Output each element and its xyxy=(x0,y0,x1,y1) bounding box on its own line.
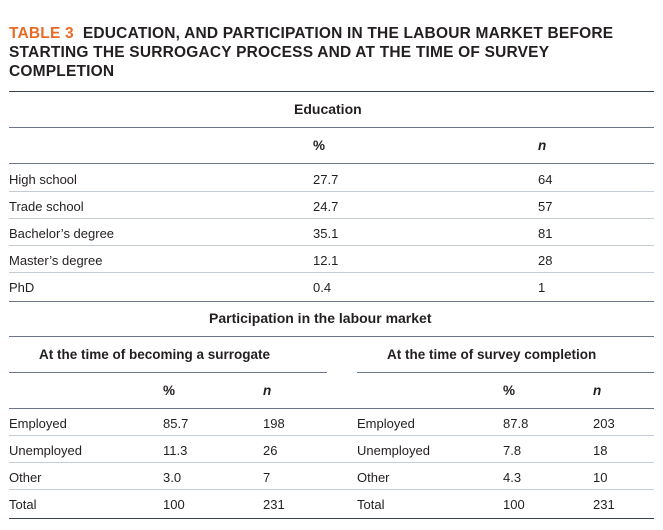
education-row-n: 81 xyxy=(538,226,553,241)
education-row-pct: 0.4 xyxy=(313,280,332,295)
education-col-n: n xyxy=(538,138,547,153)
labour-right-row-label: Other xyxy=(357,470,390,485)
education-heading-rule xyxy=(9,127,654,128)
labour-right-row-pct: 7.8 xyxy=(503,443,522,458)
labour-left-row-n: 26 xyxy=(263,443,278,458)
education-row-label: Master’s degree xyxy=(9,253,103,268)
labour-left-row-n: 231 xyxy=(263,497,285,512)
row-divider xyxy=(9,218,654,219)
labour-right-col-n: n xyxy=(593,383,602,398)
labour-right-heading: At the time of survey completion xyxy=(387,347,597,362)
education-row-pct: 27.7 xyxy=(313,172,339,187)
row-divider xyxy=(9,245,654,246)
education-row-n: 28 xyxy=(538,253,553,268)
row-divider xyxy=(9,462,654,463)
education-row-label: Bachelor’s degree xyxy=(9,226,115,241)
row-divider xyxy=(9,435,654,436)
education-row-pct: 12.1 xyxy=(313,253,339,268)
labour-right-heading-rule xyxy=(357,372,654,373)
labour-left-row-n: 198 xyxy=(263,416,285,431)
labour-left-row-label: Total xyxy=(9,497,37,512)
labour-left-row-pct: 3.0 xyxy=(163,470,182,485)
education-row-label: Trade school xyxy=(9,199,84,214)
education-row-pct: 35.1 xyxy=(313,226,339,241)
labour-left-col-n: n xyxy=(263,383,272,398)
table-caption: EDUCATION, AND PARTICIPATION IN THE LABOUR MARKET BEFORE STARTING THE SURROGACY PROCESS AND AT THE TIME OF SURVEY COMPLETION xyxy=(9,25,614,80)
labour-left-row-label: Unemployed xyxy=(9,443,82,458)
education-bottom-rule xyxy=(9,301,654,302)
labour-right-row-label: Total xyxy=(357,497,385,512)
bottom-rule xyxy=(9,518,654,519)
education-heading: Education xyxy=(294,101,362,117)
education-col-rule xyxy=(9,163,654,164)
top-rule xyxy=(9,91,654,92)
row-divider xyxy=(9,191,654,192)
labour-left-col-pct: % xyxy=(163,383,176,398)
labour-right-row-n: 10 xyxy=(593,470,608,485)
labour-right-row-pct: 87.8 xyxy=(503,416,529,431)
row-divider xyxy=(9,489,654,490)
labour-right-col-pct: % xyxy=(503,383,516,398)
labour-right-row-pct: 100 xyxy=(503,497,525,512)
labour-right-row-n: 18 xyxy=(593,443,608,458)
labour-left-row-pct: 11.3 xyxy=(163,443,188,458)
labour-right-row-n: 203 xyxy=(593,416,615,431)
education-row-label: PhD xyxy=(9,280,35,295)
labour-right-row-label: Unemployed xyxy=(357,443,430,458)
labour-heading-rule xyxy=(9,336,654,337)
table-title xyxy=(9,24,657,81)
labour-heading: Participation in the labour market xyxy=(209,310,432,326)
education-row-n: 64 xyxy=(538,172,553,187)
education-row-label: High school xyxy=(9,172,77,187)
labour-col-rule xyxy=(9,408,654,409)
labour-left-heading: At the time of becoming a surrogate xyxy=(39,347,271,362)
labour-right-row-n: 231 xyxy=(593,497,615,512)
education-row-n: 57 xyxy=(538,199,553,214)
row-divider xyxy=(9,272,654,273)
labour-right-row-pct: 4.3 xyxy=(503,470,522,485)
labour-left-heading-rule xyxy=(9,372,327,373)
labour-left-row-pct: 85.7 xyxy=(163,416,189,431)
education-col-pct: % xyxy=(313,138,326,153)
labour-left-row-label: Employed xyxy=(9,416,67,431)
labour-left-row-label: Other xyxy=(9,470,42,485)
education-row-n: 1 xyxy=(538,280,546,295)
table-label: TABLE 3 xyxy=(9,25,74,42)
labour-left-row-pct: 100 xyxy=(163,497,185,512)
labour-right-row-label: Employed xyxy=(357,416,415,431)
education-row-pct: 24.7 xyxy=(313,199,339,214)
labour-left-row-n: 7 xyxy=(263,470,271,485)
